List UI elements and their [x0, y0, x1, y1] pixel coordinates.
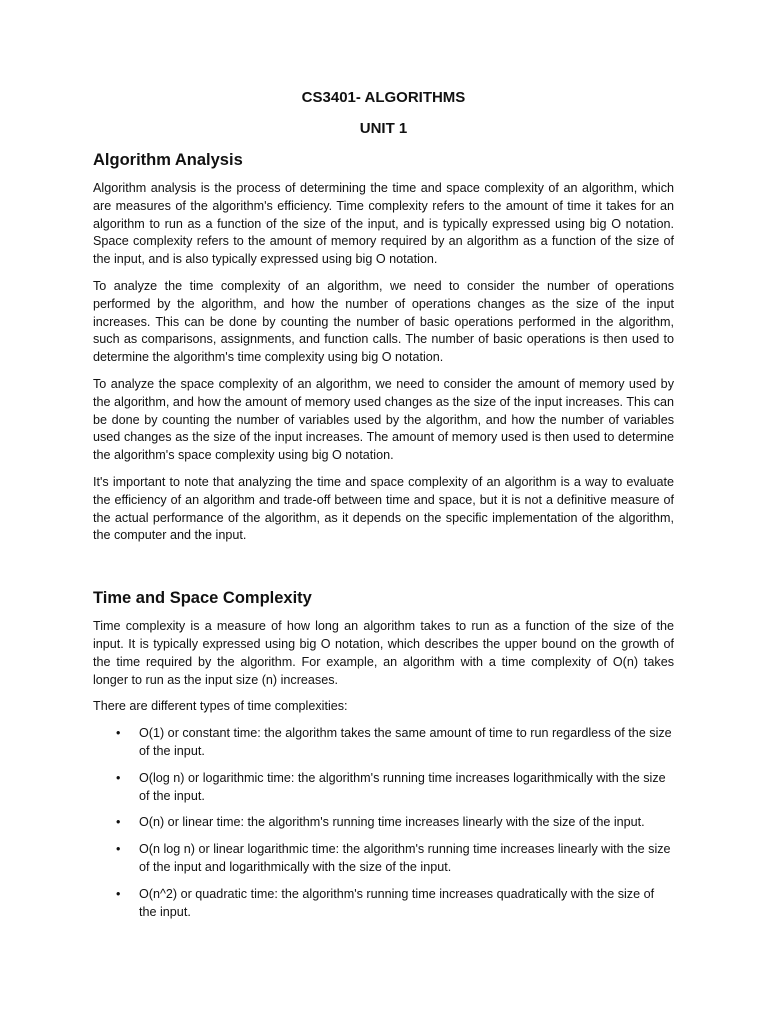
list-item [116, 725, 674, 761]
paragraph: To analyze the space complexity of an algorithm, we need to consider the amount of memory used by the algorithm, and how the amount of memory used changes as the size of the input increases. This can be done by counting the number of variables used by the algorithm, and how the number of variables used changes as the size of the input increases. The amount of memory used is then used to determine the algorithm's space complexity using big O notation. [93, 376, 674, 463]
list-item-text: O(n^2) or quadratic time: the algorithm's running time increases quadratically with the size of the input. [139, 886, 655, 919]
list-item-text: O(log n) or logarithmic time: the algorithm's running time increases logarithmically with the size of the input. [139, 770, 666, 803]
bullet-icon: • [116, 842, 121, 857]
list-item-text: O(1) or constant time: the algorithm takes the same amount of time to run regardless of the size of the input. [139, 726, 672, 758]
paragraph: Time complexity is a measure of how long an algorithm takes to run as a function of the size of the input. It is typically expressed using big O notation, which describes the upper bound on the growth of the time required by the algorithm. For example, an algorithm with a time complexity of O(n) takes longer to run as the input size (n) increases. [93, 619, 674, 687]
course-title: CS3401- ALGORITHMS [301, 89, 466, 106]
list-item [116, 814, 674, 832]
bullet-icon: • [116, 886, 121, 901]
paragraph: There are different types of time complexities: [93, 699, 348, 714]
list-item-text: O(n) or linear time: the algorithm's running time increases linearly with the size of the input. [139, 815, 645, 830]
bullet-icon: • [116, 815, 121, 830]
document-page [93, 88, 674, 930]
complexity-list [93, 725, 674, 921]
section-heading-algorithm-analysis: Algorithm Analysis [93, 151, 243, 169]
list-item [116, 770, 674, 806]
section-heading-time-space-complexity: Time and Space Complexity [93, 589, 312, 608]
list-item-text: O(n log n) or linear logarithmic time: the algorithm's running time increases linearly with the size of the input and logarithmically with the size of the input. [139, 842, 671, 874]
paragraph: Algorithm analysis is the process of determining the time and space complexity of an algorithm, which are measures of the algorithm's efficiency. Time complexity refers to the amount of time it takes for an algorithm to run as a function of the size of the input, and is typically expressed using big O notation. Space complexity refers to the amount of memory required by an algorithm as a function of the size of the input, and is also typically expressed using big O notation. [93, 181, 674, 267]
bullet-icon: • [116, 726, 121, 741]
list-item [116, 886, 674, 922]
section-spacer [93, 554, 674, 587]
list-item [116, 841, 674, 877]
paragraph: It's important to note that analyzing the time and space complexity of an algorithm is a way to evaluate the efficiency of an algorithm and trade-off between time and space, but it is not a definitive measure of the actual performance of the algorithm, as it depends on the specific implementation of the algorithm, the computer and the input. [93, 474, 674, 543]
paragraph: To analyze the time complexity of an algorithm, we need to consider the number of operations performed by the algorithm, and how the number of operations changes as the size of the input increases. This can be done by counting the number of basic operations performed in the algorithm, such as comparisons, assignments, and function calls. The number of basic operations is then used to determine the algorithm's time complexity using big O notation. [93, 278, 674, 365]
bullet-icon: • [116, 770, 121, 785]
unit-title: UNIT 1 [359, 120, 408, 137]
